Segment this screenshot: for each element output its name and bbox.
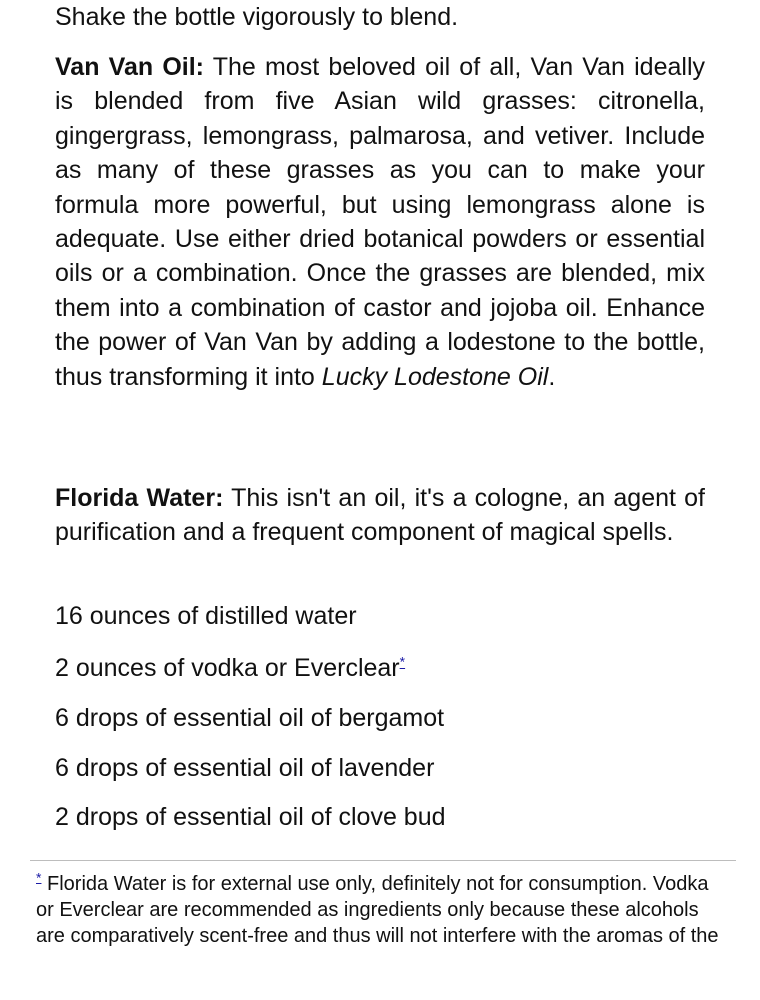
recipe-continuation-line: Shake the bottle vigorously to blend.	[55, 3, 459, 31]
lucky-lodestone-oil-title: Lucky Lodestone Oil	[321, 362, 549, 391]
van-van-oil-paragraph	[55, 50, 705, 394]
footnote-reference-link[interactable]: *	[399, 653, 406, 670]
florida-water-heading: Florida Water:	[55, 484, 224, 512]
ingredient-item	[55, 651, 705, 685]
florida-water-description: This isn't an oil, it's a cologne, an agent of purification and a frequent component of magical spells.	[55, 484, 705, 547]
footnote	[36, 871, 726, 949]
van-van-end-punctuation: .	[548, 362, 556, 391]
ingredient-item: 2 drops of essential oil of clove bud	[55, 803, 446, 831]
footnote-text: Florida Water is for external use only, definitely not for consumption. Vodka or Everclear are recommended as ingredients only because these alcohols are comparatively scent-free and thus will not interfere with the aromas of the	[36, 873, 719, 947]
footnote-backlink[interactable]: *	[36, 869, 42, 886]
ingredient-item-text: 2 ounces of vodka or Everclear	[55, 654, 400, 682]
florida-water-paragraph	[55, 481, 705, 550]
ingredient-item: 16 ounces of distilled water	[55, 602, 357, 630]
van-van-oil-heading: Van Van Oil:	[55, 53, 204, 81]
ingredient-item: 6 drops of essential oil of bergamot	[55, 704, 445, 732]
ingredient-item: 6 drops of essential oil of lavender	[55, 754, 435, 782]
footnote-divider	[30, 860, 736, 861]
van-van-oil-description: The most beloved oil of all, Van Van ideally is blended from five Asian wild grasses: citronella, gingergrass, lemongrass, palmarosa, and vetiver. Include as many of these grasses as you can to make your formula more powerful, but using lemongrass alone is adequate. Use either dried botanical powders or essential oils or a combination. Once the grasses are blended, mix them into a combination of castor and jojoba oil. Enhance the power of Van Van by adding a lodestone to the bottle, thus transforming it into	[55, 53, 705, 391]
